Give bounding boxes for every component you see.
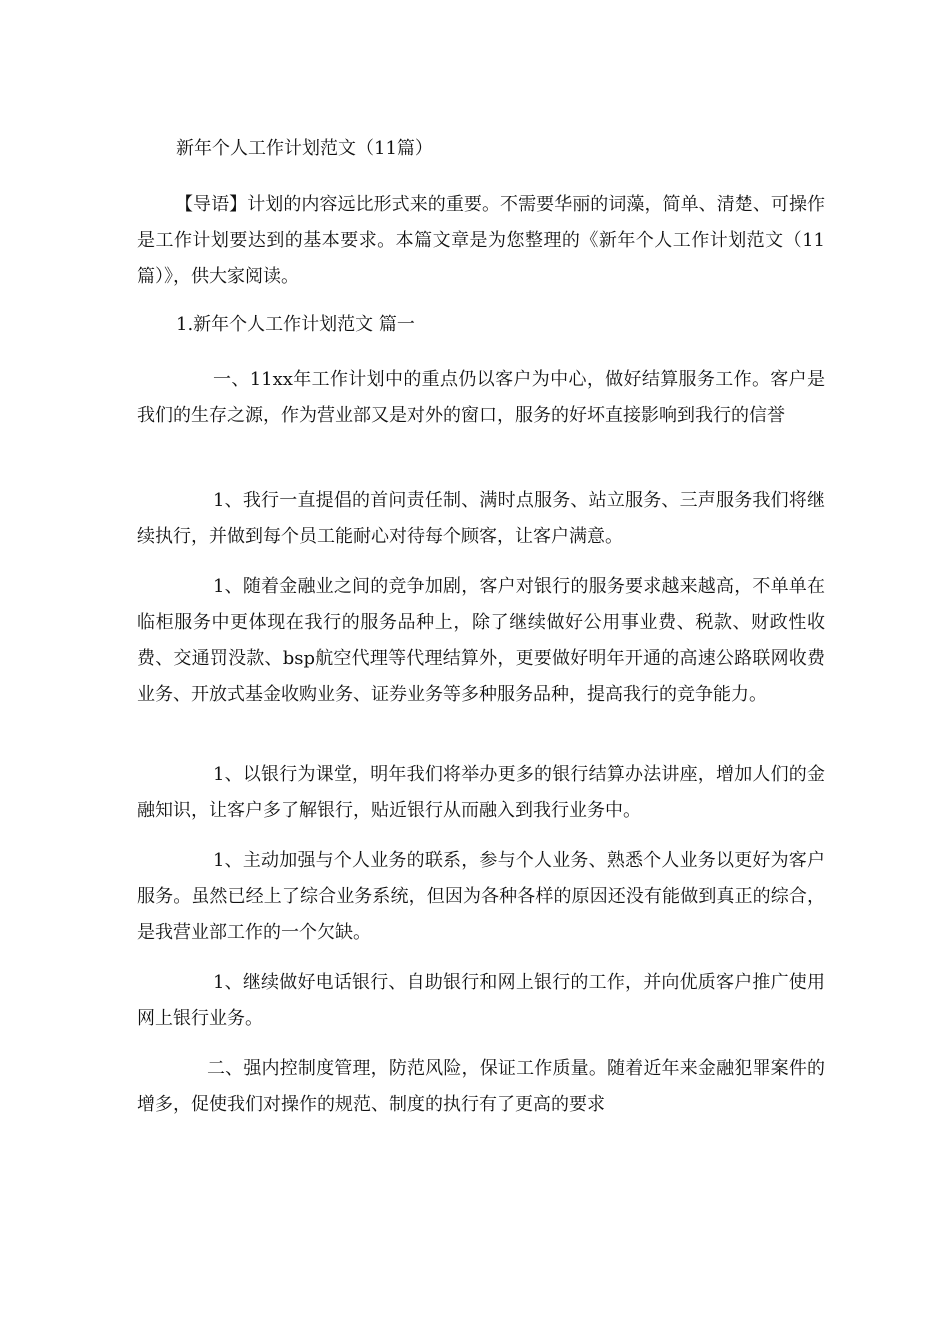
- section-heading: 1.新年个人工作计划范文 篇一: [176, 314, 415, 335]
- body-paragraph: 二、强内控制度管理，防范风险，保证工作质量。随着近年来金融犯罪案件的增多，促使我们对操作的规范、制度的执行有了更高的要求: [137, 1058, 825, 1115]
- body-paragraph: 一、11xx年工作计划中的重点仍以客户为中心，做好结算服务工作。客户是我们的生存之源，作为营业部又是对外的窗口，服务的好坏直接影响到我行的信誉: [137, 369, 825, 426]
- body-paragraph: 1、主动加强与个人业务的联系，参与个人业务、熟悉个人业务以更好为客户服务。虽然已经上了综合业务系统，但因为各种各样的原因还没有能做到真正的综合，是我营业部工作的一个欠缺。: [137, 850, 825, 943]
- document-title: 新年个人工作计划范文（11篇）: [176, 138, 433, 159]
- intro-paragraph: 【导语】计划的内容远比形式来的重要。不需要华丽的词藻，简单、清楚、可操作是工作计划要达到的基本要求。本篇文章是为您整理的《新年个人工作计划范文（11篇）》，供大家阅读。: [137, 194, 825, 287]
- body-paragraph: 1、随着金融业之间的竞争加剧，客户对银行的服务要求越来越高，不单单在临柜服务中更体现在我行的服务品种上，除了继续做好公用事业费、税款、财政性收费、交通罚没款、bsp航空代理等代理结算外，更要做好明年开通的高速公路联网收费业务、开放式基金收购业务、证券业务等多种服务品种，提高我行的竞争能力。: [137, 576, 825, 705]
- body-paragraph: 1、我行一直提倡的首问责任制、满时点服务、站立服务、三声服务我们将继续执行，并做到每个员工能耐心对待每个顾客，让客户满意。: [137, 490, 825, 547]
- body-paragraph: 1、继续做好电话银行、自助银行和网上银行的工作，并向优质客户推广使用网上银行业务。: [137, 972, 825, 1029]
- body-paragraph: 1、以银行为课堂，明年我们将举办更多的银行结算办法讲座，增加人们的金融知识，让客户多了解银行，贴近银行从而融入到我行业务中。: [137, 764, 825, 821]
